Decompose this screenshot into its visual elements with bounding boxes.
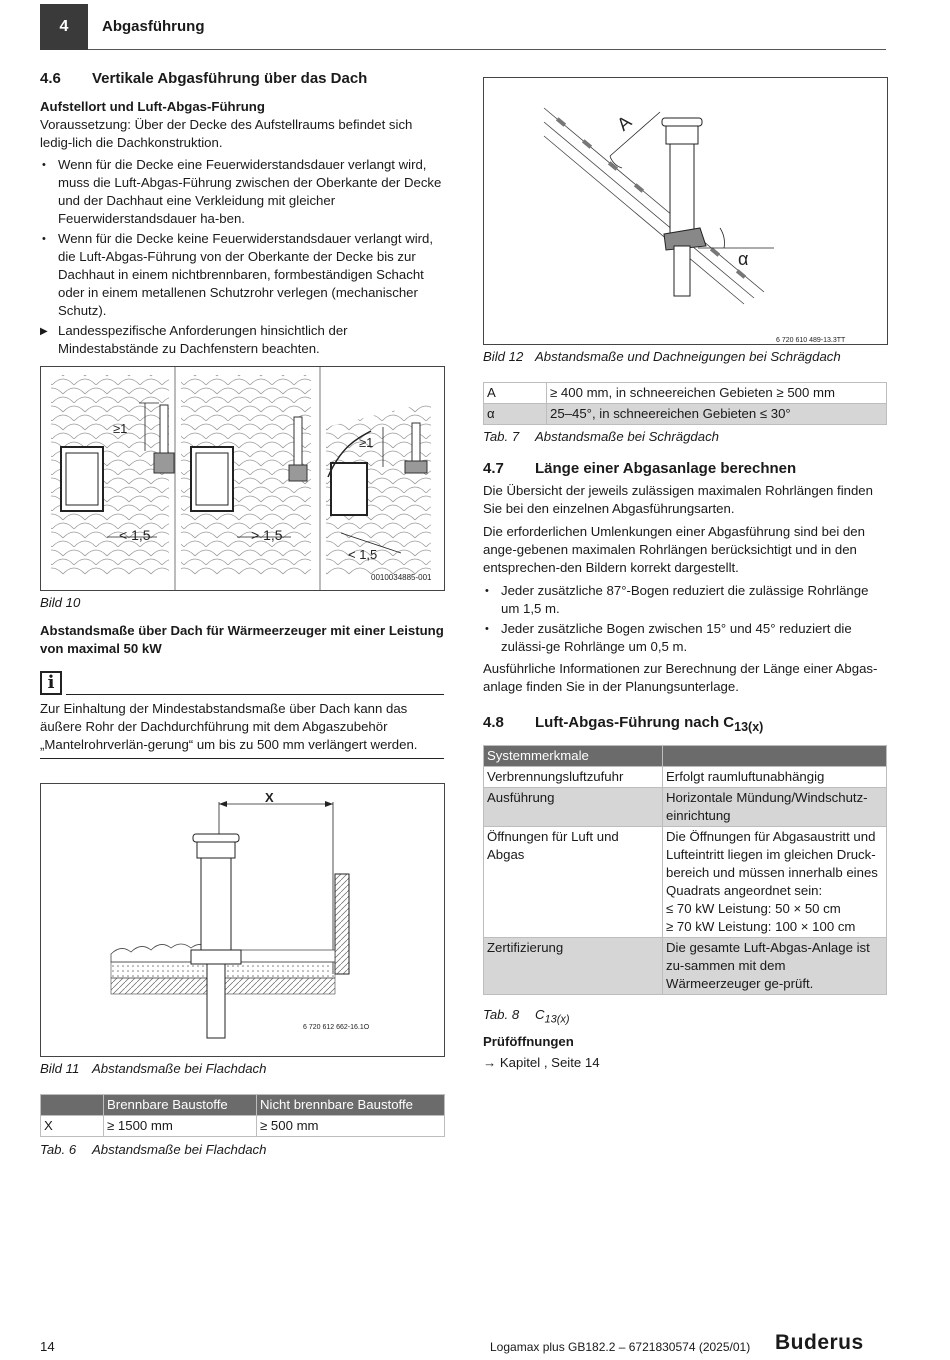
angle-label-alpha: α	[738, 249, 749, 269]
table-cell: Ausführung	[484, 788, 663, 827]
table-row	[484, 788, 887, 827]
table-cell: Zertifizierung	[484, 938, 663, 995]
info-icon	[40, 671, 62, 695]
caption-text: Abstandsmaße und Dachneigungen bei Schrägdach	[535, 349, 841, 364]
table-cell: Verbrennungsluftzufuhr	[484, 767, 663, 788]
flat-roof-drawing	[41, 784, 444, 1056]
intro-paragraph: Voraussetzung: Über der Decke des Aufstellraums befindet sich ledig-lich die Dachkonstruktion.	[40, 117, 413, 150]
page-number: 14	[40, 1339, 55, 1354]
figure-code: 6 720 612 662-16.1O	[303, 1024, 370, 1031]
dimension-label-min-height-1: ≥1	[113, 421, 128, 436]
dimension-label-gt-1-5: > 1,5	[251, 527, 283, 543]
arrow-right-icon: →	[483, 1055, 497, 1070]
list-item: • Jeder zusätzliche 87°-Bogen reduziert die zulässige Rohrlänge um 1,5 m.	[483, 582, 888, 618]
table-header-cell: Systemmerkmale	[484, 746, 663, 767]
paragraph: Ausführliche Informationen zur Berechnung der Länge einer Abgas-anlage finden Sie in der Planungsunterlage.	[483, 661, 878, 694]
section-4-8	[483, 714, 888, 736]
table-row	[484, 767, 887, 788]
table-row	[41, 1116, 445, 1137]
dimension-label-lt-1-5-b: < 1,5	[348, 547, 378, 562]
table-pitched-roof	[483, 382, 887, 425]
list-item: • Wenn für die Decke keine Feuerwiderstandsdauer verlangt wird, die Luft-Abgas-Führung von der Oberkante der Decke bis zur Dachhaut in einem nichtbrennbaren, formbeständigen Schacht oder in einem metallenen Schutzrohr verlegen (mechanischer Schutz).	[40, 230, 445, 320]
figure-caption: Bild 10	[40, 595, 81, 610]
table-cell: 25–45°, in schneereichen Gebieten ≤ 30°	[547, 404, 887, 425]
table-caption	[483, 428, 719, 446]
dimension-label-x: X	[265, 790, 274, 805]
section-4-7	[483, 460, 888, 696]
dimension-label-min-height-2: ≥1	[359, 435, 374, 450]
brand-logo: Buderus	[775, 1331, 864, 1354]
dimension-label-lt-1-5: < 1,5	[119, 527, 151, 543]
figure-code: 0010034885-001	[371, 573, 432, 582]
bend-list	[483, 582, 888, 656]
figure-pitched-roof	[483, 77, 888, 345]
table-row	[484, 404, 887, 425]
caption-number: Bild 11	[40, 1061, 80, 1076]
section-title-subscript: 13(x)	[734, 720, 764, 734]
inspection-link[interactable]	[483, 1054, 600, 1072]
subheading: Aufstellort und Luft-Abgas-Führung	[40, 99, 265, 114]
dimension-label-a: A	[613, 111, 636, 135]
caption-text: Abstandsmaße bei Schrägdach	[535, 429, 720, 444]
table-flat-roof-distances	[40, 1094, 445, 1137]
action-step: ▶ Landesspezifische Anforderungen hinsichtlich der Mindestabstände zu Dachfenstern beachten.	[40, 322, 445, 358]
table-header-cell	[41, 1095, 104, 1116]
table-row	[484, 938, 887, 995]
table-caption	[483, 1006, 570, 1029]
flat-roof-heading: Abstandsmaße über Dach für Wärmeerzeuger mit einer Leistung von maximal 50 kW	[40, 623, 444, 656]
table-cell: ≥ 400 mm, in schneereichen Gebieten ≥ 500 mm	[547, 383, 887, 404]
requirement-list	[40, 156, 445, 320]
document-reference: Logamax plus GB182.2 – 6721830574 (2025/01)	[490, 1340, 751, 1354]
section-number: 4.7	[483, 460, 504, 477]
chapter-title: Abgasführung	[102, 18, 205, 35]
pitched-roof-drawing	[484, 78, 887, 344]
list-item: • Jeder zusätzliche Bogen zwischen 15° und 45° reduziert die zulässi-ge Rohrlänge um 0,5 m.	[483, 620, 888, 656]
section-heading	[40, 70, 445, 88]
section-4-6	[40, 70, 445, 358]
section-heading	[483, 714, 888, 736]
table-cell: α	[484, 404, 547, 425]
section-heading	[483, 460, 888, 478]
table-header-cell	[663, 746, 887, 767]
table-cell: ≥ 1500 mm	[104, 1116, 257, 1137]
table-header-cell: Brennbare Baustoffe	[104, 1095, 257, 1116]
chapter-number-box	[40, 4, 88, 50]
caption-text: C	[535, 1007, 545, 1022]
inspection-heading: Prüföffnungen	[483, 1034, 574, 1049]
table-cell: X	[41, 1116, 104, 1137]
section-title: Länge einer Abgasanlage berechnen	[535, 460, 797, 477]
size-line: ≤ 70 kW Leistung: 50 × 50 cm	[666, 901, 841, 916]
size-line: ≥ 70 kW Leistung: 100 × 100 cm	[666, 919, 856, 934]
caption-subscript: 13(x)	[544, 1013, 570, 1026]
table-row	[484, 383, 887, 404]
cell-text: Die Öffnungen für Abgasaustritt und Lufteintritt liegen im gleichen Druck-bereich und müssen innerhalb eines Quadrats angeordnet sein:	[666, 829, 878, 898]
figure-caption	[40, 1060, 266, 1078]
caption-text: Abstandsmaße bei Flachdach	[92, 1061, 267, 1076]
table-caption	[40, 1141, 266, 1159]
table-cell: Die gesamte Luft-Abgas-Anlage ist zu-sammen mit dem Wärmeerzeuger ge-prüft.	[663, 938, 887, 995]
chapter-number: 4	[59, 18, 69, 35]
figure-flat-roof	[40, 783, 445, 1057]
roof-windows-drawing	[41, 367, 444, 590]
caption-number: Tab. 6	[40, 1142, 77, 1157]
figure-code: 6 720 610 489-13.3TT	[776, 337, 846, 344]
section-title: Luft-Abgas-Führung nach C	[535, 714, 735, 731]
info-note-text: Zur Einhaltung der Mindestabstandsmaße über Dach kann das äußere Rohr der Dachdurchführung mit dem Abgaszubehör „Mantelrohrverlän-gerung“ um bis zu 500 mm verlängert werden.	[40, 701, 418, 752]
header-rule	[88, 49, 886, 50]
section-number: 4.6	[40, 70, 61, 87]
table-cell: Erfolgt raumluftunabhängig	[663, 767, 887, 788]
caption-text: Abstandsmaße bei Flachdach	[92, 1142, 267, 1157]
section-title: Vertikale Abgasführung über das Dach	[92, 70, 368, 87]
paragraph: Die Übersicht der jeweils zulässigen maximalen Rohrlängen finden Sie bei den einzelnen Abgasführungsarten.	[483, 483, 873, 516]
info-icon-letter: i	[47, 672, 55, 693]
table-cell: Horizontale Mündung/Windschutz-einrichtung	[663, 788, 887, 827]
section-number: 4.8	[483, 714, 504, 731]
paragraph: Die erforderlichen Umlenkungen einer Abgasführung sind bei den ange-gebenen maximalen Rohrlängen berücksichtigt und in den entsprechen-den Bildern korrekt dargestellt.	[483, 524, 865, 575]
table-cell: A	[484, 383, 547, 404]
table-header-cell: Nicht brennbare Baustoffe	[257, 1095, 445, 1116]
list-item: • Wenn für die Decke eine Feuerwiderstandsdauer verlangt wird, muss die Luft-Abgas-Führung zwischen der Oberkante der Decke und der Dachhaut eine Verkleidung mit gleicher Feuerwiderstandsdauer ha-ben.	[40, 156, 445, 228]
table-cell: Öffnungen für Luft und Abgas	[484, 827, 663, 938]
link-text[interactable]: Kapitel , Seite 14	[499, 1055, 600, 1070]
caption-number: Tab. 7	[483, 429, 520, 444]
caption-number: Bild 12	[483, 349, 524, 364]
table-cell: ≥ 500 mm	[257, 1116, 445, 1137]
figure-roof-windows	[40, 366, 445, 591]
table-system-features	[483, 745, 887, 995]
table-row	[484, 827, 887, 938]
table-cell	[663, 827, 887, 938]
caption-number: Tab. 8	[483, 1007, 520, 1022]
note-rule-bottom	[40, 758, 444, 759]
note-rule-top	[66, 694, 444, 695]
figure-caption	[483, 348, 841, 366]
